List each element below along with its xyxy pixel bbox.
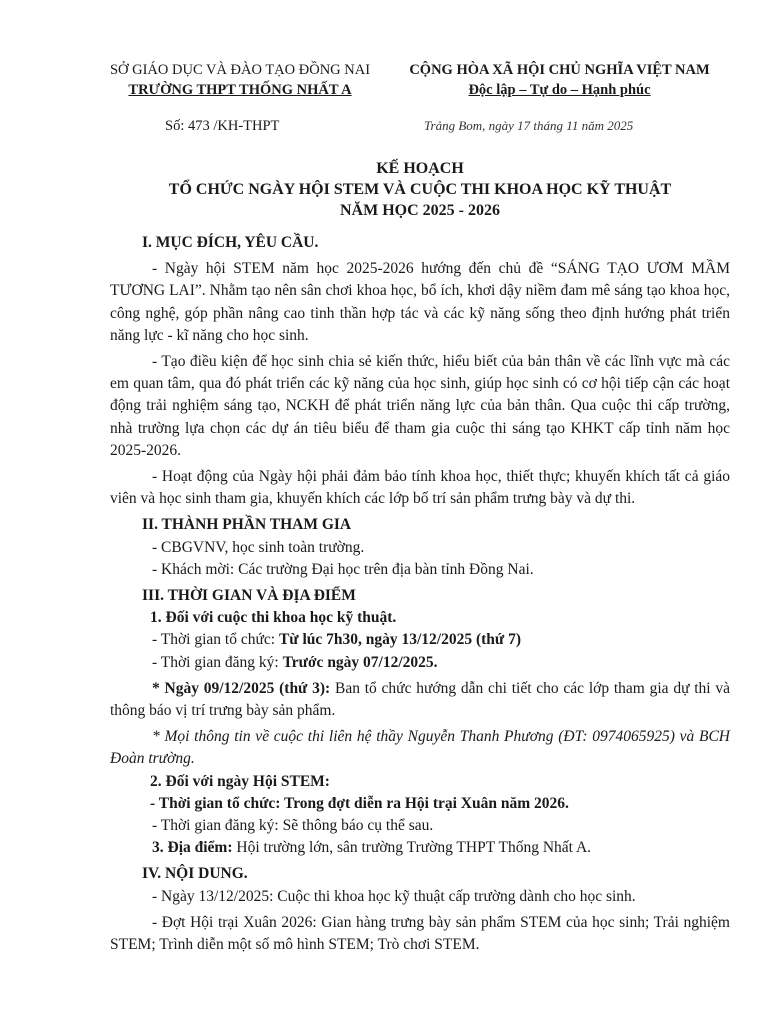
list-item bbox=[110, 629, 730, 651]
plan-title: KẾ HOẠCH bbox=[376, 160, 464, 177]
national-title: CỘNG HÒA XÃ HỘI CHỦ NGHĨA VIỆT NAM bbox=[409, 62, 710, 78]
time-value: Từ lúc 7h30, ngày 13/12/2025 (thứ 7) bbox=[278, 631, 522, 649]
paragraph: - Tạo điều kiện để học sinh chia sẻ kiến thức, hiểu biết của bản thân về các lĩnh vực mà các em quan tâm, qua đó phát triển các kỹ năng của học sinh, giúp học sinh có cơ hội tiếp cận các hoạt động trải nghiệm sáng tạo, NCKH để phát triển năng lực của bản thân. Qua cuộc thi cấp trường, nhà trường lựa chọn các dự án tiêu biểu để tham gia cuộc thi sáng tạo KHKT cấp tỉnh năm học 2025-2026. bbox=[110, 353, 730, 459]
plan-subtitle: TỔ CHỨC NGÀY HỘI STEM VÀ CUỘC THI KHOA HỌC KỸ THUẬT bbox=[168, 181, 672, 198]
section-heading-participants: II. THÀNH PHẦN THAM GIA bbox=[142, 516, 352, 534]
header-left bbox=[100, 60, 380, 100]
registration-label: - Thời gian đăng ký: bbox=[152, 653, 283, 671]
list-item: - Khách mời: Các trường Đại học trên địa bàn tỉnh Đồng Nai. bbox=[152, 560, 534, 578]
section-heading-content: IV. NỘI DUNG. bbox=[142, 865, 248, 883]
stem-time: - Thời gian tổ chức: Trong đợt diễn ra Hội trại Xuân năm 2026. bbox=[150, 794, 569, 812]
subheading-stem-day: 2. Đối với ngày Hội STEM: bbox=[150, 772, 330, 790]
list-item: - Đợt Hội trại Xuân 2026: Gian hàng trưng bày sản phẩm STEM của học sinh; Trải nghiệm STEM; Trình diễn một số mô hình STEM; Trò chơi STEM. bbox=[110, 913, 730, 954]
department-name: SỞ GIÁO DỤC VÀ ĐÀO TẠO ĐỒNG NAI bbox=[109, 62, 371, 78]
paragraph: - Ngày hội STEM năm học 2025-2026 hướng đến chủ đề “SÁNG TẠO ƯƠM MẦM TƯƠNG LAI”. Nhằm tạo nên sân chơi khoa học, bổ ích, khơi dậy niềm đam mê sáng tạo khoa học, công nghệ, góp phần nâng cao tinh thần hợp tác và các kỹ năng sống theo định hướng phát triển năng lực - kĩ năng cho học sinh. bbox=[110, 260, 730, 344]
venue-text: Hội trường lớn, sân trường Trường THPT Thống Nhất A. bbox=[232, 839, 592, 857]
national-motto: Độc lập – Tự do – Hạnh phúc bbox=[468, 82, 651, 98]
registration-value: Trước ngày 07/12/2025. bbox=[282, 653, 438, 671]
note-date: * Ngày 09/12/2025 (thứ 3): bbox=[152, 679, 331, 697]
list-item bbox=[110, 652, 730, 674]
venue-line bbox=[110, 837, 730, 859]
school-name: TRƯỜNG THPT THỐNG NHẤT A bbox=[128, 82, 352, 98]
list-item: - Thời gian đăng ký: Sẽ thông báo cụ thể sau. bbox=[152, 817, 434, 835]
document-number: Số: 473 /KH-THPT bbox=[165, 118, 280, 134]
venue-label: 3. Địa điểm: bbox=[152, 839, 233, 857]
section-heading-time-place: III. THỜI GIAN VÀ ĐỊA ĐIỂM bbox=[142, 587, 356, 605]
list-item: - CBGVNV, học sinh toàn trường. bbox=[152, 538, 365, 556]
list-item: - Ngày 13/12/2025: Cuộc thi khoa học kỹ thuật cấp trường dành cho học sinh. bbox=[152, 887, 636, 905]
note-text: Ban tổ chức hướng dẫn chi tiết cho các lớp tham gia dự thi và thông báo vị trí trưng bày sản phẩm. bbox=[110, 679, 731, 720]
plan-school-year: NĂM HỌC 2025 - 2026 bbox=[340, 202, 500, 219]
contact-note: * Mọi thông tin về cuộc thi liên hệ thầy Nguyễn Thanh Phương (ĐT: 0974065925) và BCH Đoàn trường. bbox=[110, 728, 730, 768]
note-paragraph bbox=[110, 678, 730, 722]
paragraph: - Hoạt động của Ngày hội phải đảm bảo tính khoa học, thiết thực; khuyến khích tất cả giáo viên và học sinh tham gia, khuyến khích các lớp bố trí sản phẩm trưng bày và dự thi. bbox=[110, 468, 730, 508]
header-right bbox=[392, 60, 727, 100]
document-body bbox=[110, 232, 730, 956]
place-date: Trảng Bom, ngày 17 tháng 11 năm 2025 bbox=[424, 118, 634, 133]
subheading-science-contest: 1. Đối với cuộc thi khoa học kỹ thuật. bbox=[150, 609, 397, 627]
section-heading-purpose: I. MỤC ĐÍCH, YÊU CẦU. bbox=[142, 234, 319, 251]
time-label: - Thời gian tổ chức: bbox=[152, 631, 279, 649]
